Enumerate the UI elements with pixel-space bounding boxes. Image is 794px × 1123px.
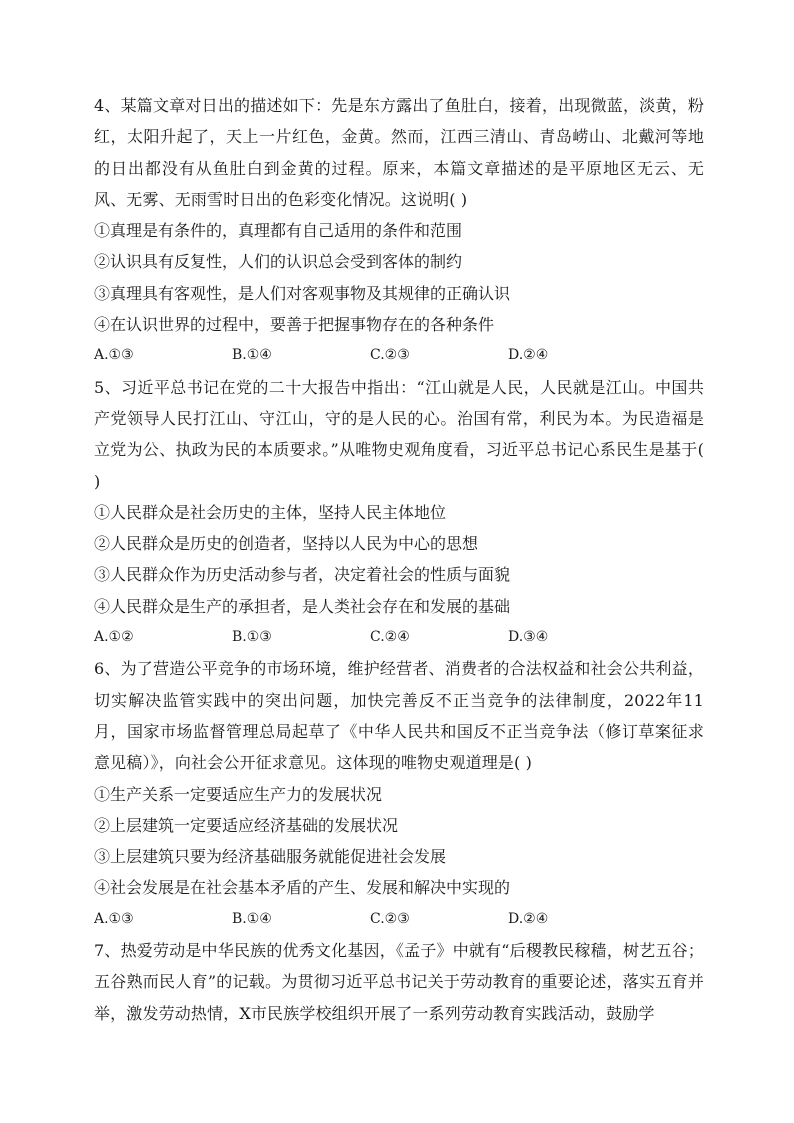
option-3: ③上层建筑只要为经济基础服务就能促进社会发展 bbox=[94, 847, 447, 867]
option-4: ④社会发展是在社会基本矛盾的产生、发展和解决中实现的 bbox=[94, 878, 511, 898]
option-1: ①人民群众是社会历史的主体，坚持人民主体地位 bbox=[94, 502, 447, 522]
answer-choices bbox=[94, 622, 704, 653]
answer-c: C.②③ bbox=[370, 910, 410, 927]
question-stem: 5、习近平总书记在党的二十大报告中指出：“江山就是人民，人民就是江山。中国共产党领导人民打江山、守江山，守的是人民的心。治国有常，利民为本。为民造福是立党为公、执政为民的本质要求。”从唯物史观角度看，习近平总书记心系民生是基于( ) bbox=[94, 377, 704, 491]
answer-d: D.②④ bbox=[508, 910, 549, 927]
option-1: ①真理是有条件的，真理都有自己适用的条件和范围 bbox=[94, 221, 463, 241]
option-4: ④在认识世界的过程中，要善于把握事物存在的各种条件 bbox=[94, 315, 495, 335]
question-6 bbox=[94, 653, 704, 935]
answer-d: D.③④ bbox=[508, 629, 549, 646]
question-stem: 7、热爱劳动是中华民族的优秀文化基因，《孟子》中就有“后稷教民稼穑，树艺五谷；五谷熟而民人育”的记载。为贯彻习近平总书记关于劳动教育的重要论述，落实五育并举，激发劳动热情，X市民族学校组织开展了一系列劳动教育实践活动，鼓励学 bbox=[94, 941, 704, 1023]
answer-choices bbox=[94, 904, 704, 935]
question-7 bbox=[94, 935, 704, 1029]
option-4: ④人民群众是生产的承担者，是人类社会存在和发展的基础 bbox=[94, 596, 511, 616]
question-stem: 4、某篇文章对日出的描述如下：先是东方露出了鱼肚白，接着，出现微蓝，淡黄，粉红，太阳升起了，天上一片红色，金黄。然而，江西三清山、青岛崂山、北戴河等地的日出都没有从鱼肚白到金黄的过程。原来，本篇文章描述的是平原地区无云、无风、无雾、无雨雪时日出的色彩变化情况。这说明( ) bbox=[94, 96, 704, 209]
question-5 bbox=[94, 372, 704, 654]
answer-d: D.②④ bbox=[508, 347, 549, 364]
answer-a: A.①② bbox=[94, 629, 134, 646]
option-2: ②认识具有反复性，人们的认识总会受到客体的制约 bbox=[94, 252, 463, 272]
option-1: ①生产关系一定要适应生产力的发展状况 bbox=[94, 784, 383, 804]
option-2: ②人民群众是历史的创造者，坚持以人民为中心的思想 bbox=[94, 534, 479, 554]
option-2: ②上层建筑一定要适应经济基础的发展状况 bbox=[94, 815, 399, 835]
answer-c: C.②③ bbox=[370, 347, 410, 364]
answer-c: C.②④ bbox=[370, 629, 410, 646]
option-3: ③真理具有客观性，是人们对客观事物及其规律的正确认识 bbox=[94, 283, 511, 303]
answer-choices bbox=[94, 340, 704, 371]
option-3: ③人民群众作为历史活动参与者，决定着社会的性质与面貌 bbox=[94, 565, 511, 585]
answer-b: B.①③ bbox=[232, 629, 272, 646]
answer-b: B.①④ bbox=[232, 910, 272, 927]
answer-a: A.①③ bbox=[94, 910, 134, 927]
question-4 bbox=[94, 90, 704, 372]
answer-a: A.①③ bbox=[94, 347, 134, 364]
exam-page bbox=[94, 90, 704, 1029]
answer-b: B.①④ bbox=[232, 347, 272, 364]
question-stem: 6、为了营造公平竞争的市场环境，维护经营者、消费者的合法权益和社会公共利益，切实解决监管实践中的突出问题，加快完善反不正当竞争的法律制度，2022年11月，国家市场监督管理总局起草了《中华人民共和国反不正当竞争法（修订草案征求意见稿）》，向社会公开征求意见。这体现的唯物史观道理是( ) bbox=[94, 659, 704, 773]
